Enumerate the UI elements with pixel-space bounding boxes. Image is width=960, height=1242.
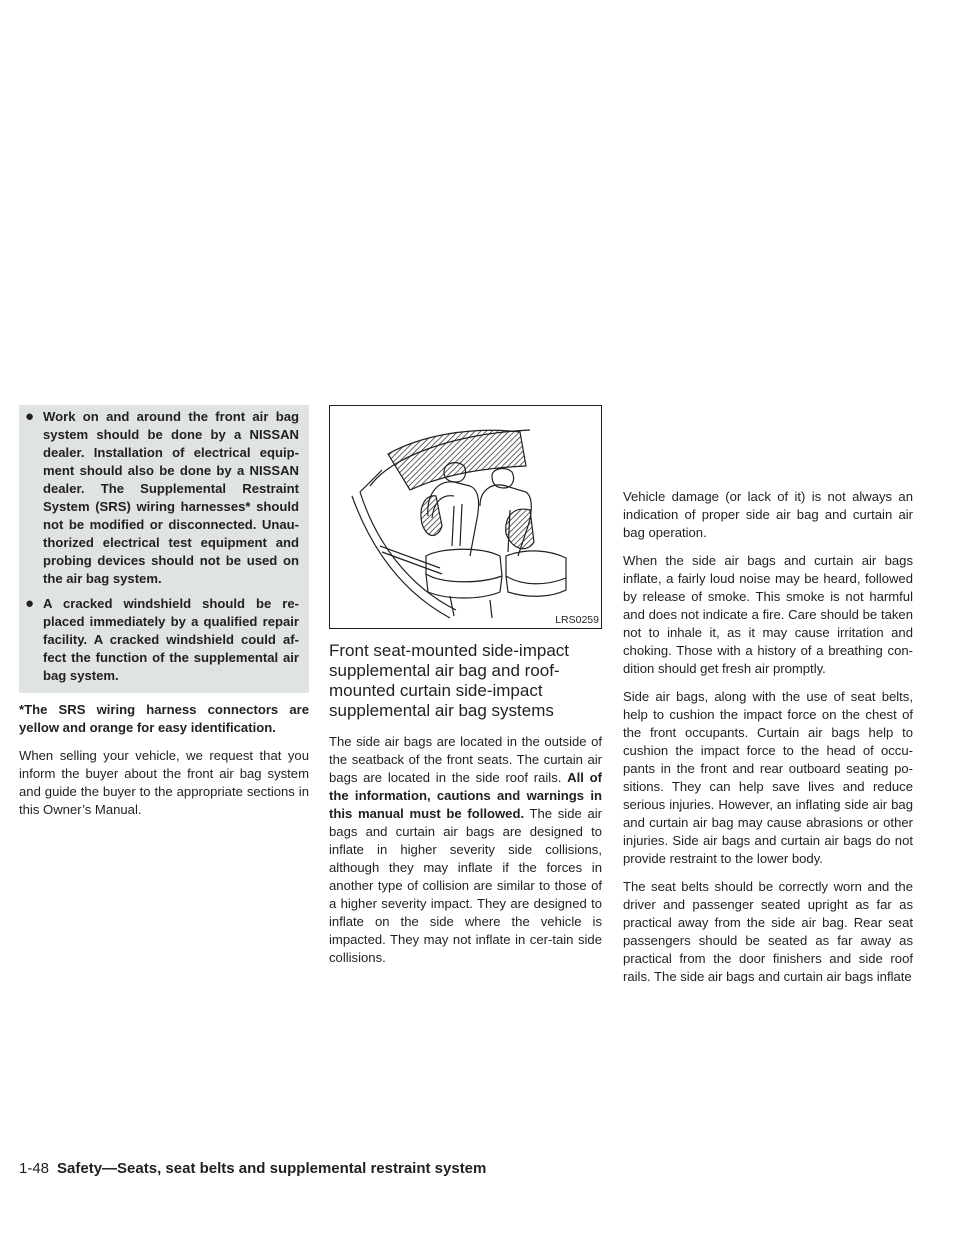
warning-text: A cracked windshield should be re-placed immediately by a qualified repair facility. A cracked windshield could af-fect the function of the supplemental air bag system. — [43, 596, 299, 683]
middle-column — [329, 405, 602, 977]
chapter-title: Safety—Seats, seat belts and supplemental restraint system — [57, 1160, 487, 1177]
col3-paragraph: When the side air bags and curtain air bags inflate, a fairly loud noise may be heard, followed by release of smoke. This smoke is not harmful and does not indicate a fire. Care should be taken not to inhale it, as it may cause irritation and choking. Those with a history of a breathing con-dition should get fresh air promptly. — [623, 553, 913, 676]
bullet-icon: ● — [25, 595, 35, 612]
col3-paragraph: Vehicle damage (or lack of it) is not always an indication of proper side air bag and curtain air bag operation. — [623, 489, 913, 540]
section-paragraph — [329, 733, 602, 967]
paragraph-text: The side air bags are located in the outside of the seatback of the front seats. The curtain air bags are located in the side roof rails. — [329, 734, 602, 785]
col3-paragraph: Side air bags, along with the use of seat belts, help to cushion the impact force on the chest of the front occupants. Curtain air bags help to cushion the impact force to the head of occu-pants in the front and rear outboard seating po-sitions. They can help save lives and reduce serious injuries. However, an inflating side air bag and curtain air bag may cause abrasions or other injuries. Side air bags and curtain air bags do not provide restraint to the lower body. — [623, 689, 913, 866]
page-footer — [19, 1160, 486, 1178]
page-number: 1-48 — [19, 1160, 50, 1177]
selling-paragraph: When selling your vehicle, we request that you inform the buyer about the front air bag system and guide the buyer to the appropriate sections in this Owner’s Manual. — [19, 748, 309, 817]
warning-item — [25, 408, 299, 588]
bullet-icon: ● — [25, 408, 35, 425]
seat-airbag-illustration — [329, 405, 602, 629]
warning-text: Work on and around the front air bag system should be done by a NISSAN dealer. Installation of electrical equip-ment should also be done by a NISSAN dealer. The Supplemental Restraint System (SRS) wiring harnesses* should not be modified or disconnected. Unau-thorized electrical test equipment and probing devices should not be used on the air bag system. — [43, 409, 299, 586]
left-column — [19, 405, 309, 829]
figure-id: LRS0259 — [555, 614, 599, 626]
warning-item — [25, 595, 299, 685]
warning-box — [19, 405, 309, 693]
right-column — [623, 405, 913, 996]
col3-paragraph: The seat belts should be correctly worn and the driver and passenger seated upright as far as practical away from the side air bag. Rear seat passengers should be seated as far away as practical from the door finishers and side roof rails. The side air bags and curtain air bags inflate — [623, 879, 913, 984]
airbag-diagram-icon — [330, 406, 601, 628]
paragraph-text: The side air bags and curtain air bags are designed to inflate in higher severity side collisions, although they may inflate if the forces in another type of collision are similar to those of a higher severity impact. They are designed to inflate on the side where the vehicle is impacted. They may not inflate in cer-tain side collisions. — [329, 806, 602, 965]
emphasis-text: All of the information, cautions and warnings in this manual must be followed. — [329, 770, 602, 821]
footnote: *The SRS wiring harness connectors are yellow and orange for easy identification. — [19, 702, 309, 735]
section-heading: Front seat-mounted side-impact supplemental air bag and roof-mounted curtain side-impact supplemental air bag systems — [329, 641, 569, 720]
